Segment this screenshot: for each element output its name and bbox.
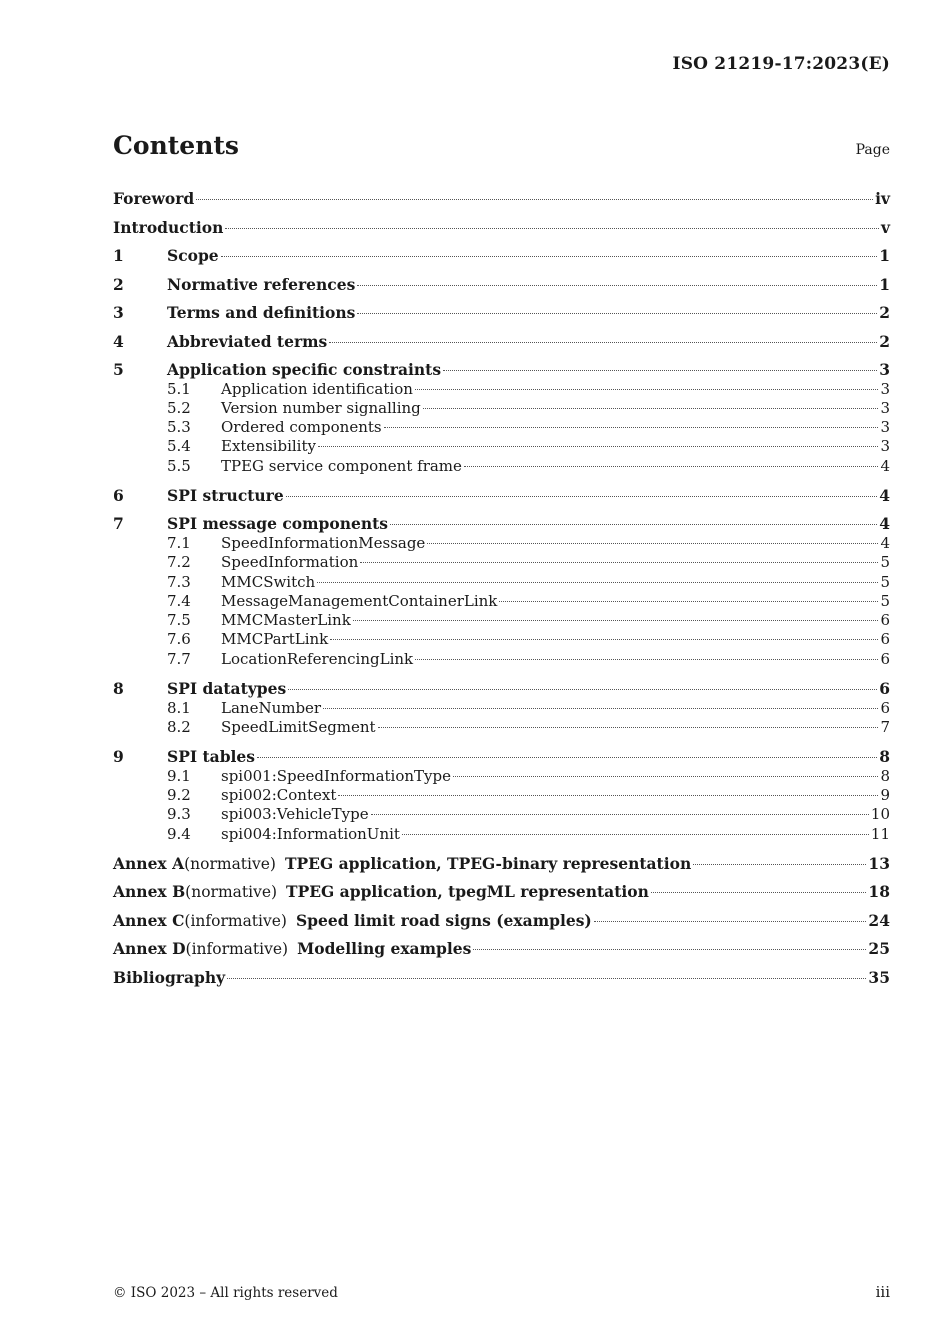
toc-entry-clause[interactable] [113, 328, 890, 357]
footer-copyright: © ISO 2023 – All rights reserved [113, 1285, 338, 1301]
annex-letter: Annex C [113, 910, 185, 930]
toc-page-number: 24 [868, 910, 890, 930]
dot-leader [473, 948, 866, 950]
toc-entry-subclause[interactable] [113, 630, 890, 649]
toc-entry-subclause[interactable] [113, 805, 890, 824]
toc-page-number: 3 [880, 418, 890, 437]
toc-clause-number: 9 [113, 747, 124, 767]
dot-leader [196, 198, 873, 200]
toc-subclause-number: 8.1 [167, 698, 191, 717]
toc-subclause-number: 7.2 [167, 553, 191, 572]
document-id: ISO 21219-17:2023(E) [672, 54, 890, 74]
toc-page-number: 4 [879, 485, 890, 505]
footer-page-number: iii [875, 1283, 890, 1301]
contents-title: Contents [113, 131, 240, 160]
dot-leader [288, 688, 877, 690]
toc-page-number: 6 [880, 698, 890, 717]
toc-page-number: 3 [880, 398, 890, 417]
toc-subclause-number: 7.3 [167, 572, 191, 591]
toc-entry-subclause[interactable] [113, 573, 890, 592]
toc-entry-title: Bibliography [113, 967, 226, 987]
toc-entry-subclause[interactable] [113, 592, 890, 611]
dot-leader [330, 638, 878, 640]
dot-leader [453, 775, 878, 777]
toc-entry-title: Scope [167, 246, 219, 265]
toc-page-number: 1 [879, 274, 890, 294]
toc-subclause-number: 5.3 [167, 418, 191, 437]
toc-entry-title: Speed limit road signs (examples) [295, 910, 592, 930]
dot-leader [402, 833, 869, 835]
toc-entry-subclause[interactable] [113, 786, 890, 805]
toc-entry-title: SpeedInformationMessage [221, 533, 426, 552]
toc-page-number: 3 [880, 379, 890, 398]
toc-subclause-number: 7.6 [167, 630, 191, 649]
annex-type: (informative) [185, 940, 289, 959]
toc-entry-title: Ordered components [221, 418, 382, 437]
dot-leader [693, 863, 866, 865]
toc-entry-title: TPEG application, TPEG-binary representation [284, 853, 692, 873]
dot-leader [360, 561, 878, 563]
toc-entry-annex[interactable] [113, 935, 890, 964]
toc-page-number: 4 [879, 514, 890, 534]
toc-page-number: 18 [868, 882, 890, 902]
toc-page-number: 9 [880, 785, 890, 804]
toc-entry-bibliography[interactable] [113, 964, 890, 993]
toc-entry-annex[interactable] [113, 907, 890, 936]
toc-entry-title: Extensibility [221, 437, 316, 456]
toc-entry-title: Application identification [221, 379, 413, 398]
toc-clause-number: 6 [113, 485, 124, 505]
toc-entry-title: MessageManagementContainerLink [221, 591, 498, 610]
toc-page-number: 6 [880, 630, 890, 649]
toc-page-number: 1 [879, 246, 890, 265]
toc-entry-subclause[interactable] [113, 399, 890, 418]
dot-leader [329, 341, 877, 343]
dot-leader [423, 407, 879, 409]
toc-entry-title: LaneNumber [221, 698, 322, 717]
toc-page-number: 13 [868, 853, 890, 873]
toc-entry-subclause[interactable] [113, 380, 890, 399]
toc-subclause-number: 9.2 [167, 785, 191, 804]
toc-clause-number: 4 [113, 331, 124, 351]
toc-entry-introduction[interactable] [113, 214, 890, 243]
toc-page-number: iv [875, 189, 890, 208]
toc-entry-subclause[interactable] [113, 437, 890, 456]
toc-entry-title: SPI structure [167, 485, 284, 505]
annex-type: (normative) [185, 883, 278, 902]
dot-leader [464, 465, 879, 467]
toc-entry-title: SPI datatypes [167, 679, 287, 699]
table-of-contents [113, 185, 890, 992]
toc-page-number: 4 [880, 533, 890, 552]
toc-page-number: v [880, 217, 890, 237]
dot-leader [338, 794, 878, 796]
toc-entry-subclause[interactable] [113, 767, 890, 786]
toc-entry-title: spi004:InformationUnit [221, 824, 400, 843]
toc-clause-number: 7 [113, 514, 124, 534]
toc-page-number: 2 [879, 331, 890, 351]
dot-leader [384, 426, 879, 428]
toc-entry-foreword[interactable] [113, 185, 890, 214]
toc-subclause-number: 9.4 [167, 824, 191, 843]
toc-entry-title: Application specific constraints [167, 360, 442, 379]
dot-leader [651, 891, 867, 893]
toc-subclause-number: 5.2 [167, 398, 191, 417]
dot-leader [357, 312, 877, 314]
toc-entry-title: spi002:Context [221, 785, 337, 804]
toc-entry-subclause[interactable] [113, 457, 890, 476]
toc-entry-clause[interactable] [113, 482, 890, 511]
toc-entry-annex[interactable] [113, 850, 890, 879]
toc-entry-subclause[interactable] [113, 825, 890, 844]
toc-entry-title: MMCMasterLink [221, 611, 351, 630]
dot-leader [378, 726, 879, 728]
toc-page-number: 6 [879, 679, 890, 699]
toc-page-number: 10 [870, 805, 890, 824]
toc-entry-clause[interactable] [113, 242, 890, 271]
dot-leader [357, 284, 877, 286]
toc-clause-number: 1 [113, 246, 124, 265]
dot-leader [390, 523, 877, 525]
toc-clause-number: 8 [113, 679, 124, 699]
toc-entry-annex[interactable] [113, 878, 890, 907]
toc-entry-title: MMCPartLink [221, 630, 329, 649]
toc-clause-number: 3 [113, 303, 124, 322]
toc-subclause-number: 5.1 [167, 379, 191, 398]
toc-page-number: 6 [880, 611, 890, 630]
dot-leader [427, 542, 878, 544]
page-column-label: Page [855, 142, 890, 158]
annex-type: (normative) [184, 854, 276, 873]
toc-subclause-number: 7.7 [167, 649, 191, 668]
toc-entry-clause[interactable] [113, 299, 890, 328]
toc-entry-subclause[interactable] [113, 553, 890, 572]
toc-subclause-number: 5.4 [167, 437, 191, 456]
toc-entry-title: SPI tables [167, 747, 256, 767]
toc-page-number: 4 [880, 456, 890, 475]
dot-leader [415, 388, 879, 390]
dot-leader [443, 369, 877, 371]
toc-subclause-number: 7.1 [167, 533, 191, 552]
toc-page-number: 5 [880, 553, 890, 572]
toc-entry-title: SpeedLimitSegment [221, 717, 376, 736]
toc-entry-title: TPEG service component frame [221, 456, 462, 475]
annex-letter: Annex B [113, 882, 186, 902]
toc-entry-title: Abbreviated terms [167, 331, 328, 351]
dot-leader [221, 255, 878, 257]
toc-page-number: 6 [880, 649, 890, 668]
toc-entry-clause[interactable] [113, 271, 890, 300]
toc-subclause-number: 8.2 [167, 717, 191, 736]
toc-clause-number: 2 [113, 274, 124, 294]
toc-clause-number: 5 [113, 360, 124, 379]
toc-page-number: 5 [880, 591, 890, 610]
annex-type: (informative) [184, 911, 287, 930]
toc-page-number: 5 [880, 572, 890, 591]
toc-entry-subclause[interactable] [113, 418, 890, 437]
toc-page-number: 3 [880, 437, 890, 456]
dot-leader [318, 445, 878, 447]
toc-entry-title: LocationReferencingLink [221, 649, 414, 668]
toc-subclause-number: 7.5 [167, 611, 191, 630]
toc-page-number: 8 [879, 747, 890, 767]
toc-entry-title: SPI message components [167, 514, 388, 534]
dot-leader [227, 977, 866, 979]
toc-page-number: 2 [879, 303, 890, 322]
dot-leader [317, 581, 878, 583]
toc-entry-title: Normative references [167, 274, 356, 294]
dot-leader [594, 920, 867, 922]
toc-subclause-number: 5.5 [167, 456, 191, 475]
dot-leader [415, 658, 878, 660]
toc-page-number: 35 [868, 967, 890, 987]
annex-letter: Annex A [113, 853, 185, 873]
toc-page-number: 25 [868, 939, 890, 959]
toc-entry-title: Terms and definitions [167, 303, 356, 322]
toc-subclause-number: 7.4 [167, 591, 191, 610]
toc-entry-subclause[interactable] [113, 650, 890, 669]
toc-entry-title: spi003:VehicleType [221, 805, 369, 824]
dot-leader [286, 495, 877, 497]
toc-entry-subclause[interactable] [113, 718, 890, 737]
dot-leader [353, 619, 879, 621]
toc-entry-title: Introduction [113, 217, 224, 237]
toc-entry-subclause[interactable] [113, 699, 890, 718]
toc-entry-subclause[interactable] [113, 611, 890, 630]
toc-entry-title: Version number signalling [221, 398, 421, 417]
dot-leader [323, 707, 878, 709]
toc-subclause-number: 9.3 [167, 805, 191, 824]
dot-leader [257, 756, 877, 758]
toc-entry-subclause[interactable] [113, 534, 890, 553]
annex-letter: Annex D [113, 939, 186, 959]
toc-entry-title: Modelling examples [297, 939, 472, 959]
toc-entry-title: spi001:SpeedInformationType [221, 766, 451, 785]
dot-leader [225, 227, 879, 229]
dot-leader [499, 600, 878, 602]
dot-leader [371, 813, 869, 815]
toc-entry-title: Foreword [113, 189, 195, 208]
toc-entry-title: TPEG application, tpegML representation [286, 882, 649, 902]
toc-page-number: 7 [880, 717, 890, 736]
toc-page-number: 8 [880, 766, 890, 785]
toc-page-number: 11 [870, 824, 890, 843]
toc-entry-title: SpeedInformation [221, 553, 359, 572]
toc-entry-title: MMCSwitch [221, 572, 316, 591]
toc-subclause-number: 9.1 [167, 766, 191, 785]
toc-page-number: 3 [879, 360, 890, 379]
